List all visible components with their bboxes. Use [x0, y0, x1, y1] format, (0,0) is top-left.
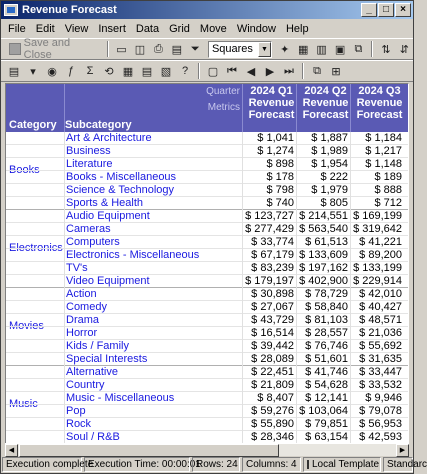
- value-cell[interactable]: $ 39,442: [251, 340, 294, 352]
- table-row: [6, 184, 408, 197]
- subcategory-cell[interactable]: Country: [66, 379, 105, 391]
- graph-style-value: Squares: [211, 43, 253, 55]
- metrics-attribute-label[interactable]: Metrics: [207, 102, 240, 113]
- table-row: [6, 314, 408, 327]
- outline-icon[interactable]: ▧: [160, 65, 172, 78]
- grid-app-icon: [4, 4, 18, 16]
- table-row: [6, 158, 408, 171]
- value-cell[interactable]: $ 123,727: [245, 210, 294, 222]
- template-icon: [307, 460, 309, 469]
- subcategory-cell[interactable]: Science & Technology: [66, 184, 175, 196]
- wizard-icon[interactable]: ✦: [280, 43, 290, 56]
- prev-page-icon[interactable]: ◀: [246, 65, 256, 78]
- minimize-button[interactable]: _: [361, 3, 377, 17]
- value-cell[interactable]: $ 898: [266, 158, 294, 170]
- subcategory-cell[interactable]: Drama: [66, 314, 100, 326]
- help-icon[interactable]: ?: [181, 65, 189, 77]
- report-grid[interactable]: [5, 83, 409, 450]
- value-cell[interactable]: $ 79,851: [305, 418, 348, 430]
- grid-view-icon[interactable]: ▦: [297, 43, 309, 56]
- value-cell[interactable]: $ 79,078: [359, 405, 402, 417]
- value-cell[interactable]: $ 178: [266, 171, 294, 183]
- table-row: [6, 132, 408, 145]
- subcategory-cell[interactable]: Cameras: [66, 223, 111, 235]
- table-row: [6, 327, 408, 340]
- sort-descending-icon[interactable]: ⇵: [399, 43, 409, 56]
- value-cell[interactable]: $ 21,809: [251, 379, 294, 391]
- value-cell[interactable]: $ 229,914: [353, 275, 402, 287]
- table-row: [6, 236, 408, 249]
- value-cell[interactable]: $ 41,746: [305, 366, 348, 378]
- value-cell[interactable]: $ 1,954: [311, 158, 348, 170]
- category-movies[interactable]: Movies: [9, 320, 44, 332]
- value-cell[interactable]: $ 67,179: [251, 249, 294, 261]
- subcategory-cell[interactable]: Books - Miscellaneous: [66, 171, 177, 183]
- pivot-icon[interactable]: ⟲: [104, 65, 114, 78]
- color-icon[interactable]: ◉: [47, 65, 57, 78]
- value-cell[interactable]: $ 28,089: [251, 353, 294, 365]
- value-cell[interactable]: $ 1,184: [365, 132, 402, 144]
- menu-insert[interactable]: Insert: [98, 23, 126, 35]
- value-cell[interactable]: $ 1,887: [311, 132, 348, 144]
- formatting-toolbar: [1, 60, 413, 82]
- value-cell[interactable]: $ 40,427: [359, 301, 402, 313]
- first-page-icon[interactable]: ⏮: [227, 64, 237, 77]
- last-page-icon[interactable]: ⏭: [284, 64, 294, 77]
- value-cell[interactable]: $ 133,609: [299, 249, 348, 261]
- report-icon[interactable]: ▤: [141, 65, 153, 78]
- pages-icon[interactable]: ⧉: [313, 64, 321, 77]
- column-header-1[interactable]: [244, 85, 299, 121]
- value-cell[interactable]: $ 1,041: [257, 132, 294, 144]
- value-cell[interactable]: $ 56,953: [359, 418, 402, 430]
- grid-graph-icon[interactable]: ▣: [334, 43, 346, 56]
- quarter-attribute-label[interactable]: Quarter: [206, 86, 240, 97]
- menu-bar: [1, 20, 413, 38]
- value-cell[interactable]: $ 61,513: [305, 236, 348, 248]
- value-cell[interactable]: $ 319,642: [353, 223, 402, 235]
- table-row: [6, 340, 408, 353]
- status-bar: [1, 457, 427, 473]
- value-cell[interactable]: $ 28,557: [305, 327, 348, 339]
- value-cell[interactable]: $ 43,729: [251, 314, 294, 326]
- scroll-right-icon[interactable]: ▶: [396, 444, 409, 457]
- table-row: [6, 249, 408, 262]
- subcategory-cell[interactable]: Electronics - Miscellaneous: [66, 249, 200, 261]
- row-count: Rows: 24: [192, 457, 240, 472]
- value-cell[interactable]: $ 78,729: [305, 288, 348, 300]
- value-cell[interactable]: $ 798: [266, 184, 294, 196]
- table-row: [6, 405, 408, 418]
- formula-icon[interactable]: ƒ: [67, 65, 75, 77]
- value-cell[interactable]: $ 197,162: [299, 262, 348, 274]
- value-cell[interactable]: $ 63,154: [305, 431, 348, 443]
- export-icon[interactable]: ▤: [171, 43, 182, 56]
- sort-ascending-icon[interactable]: ⇅: [381, 43, 391, 56]
- value-cell[interactable]: $ 42,593: [359, 431, 402, 443]
- column-header-line: Revenue: [302, 97, 349, 109]
- value-cell[interactable]: $ 51,601: [305, 353, 348, 365]
- value-cell[interactable]: $ 103,064: [299, 405, 348, 417]
- execution-status: Execution complete: [2, 457, 82, 472]
- value-cell[interactable]: $ 58,840: [305, 301, 348, 313]
- value-cell[interactable]: $ 33,532: [359, 379, 402, 391]
- column-header-2[interactable]: [298, 85, 353, 121]
- subcategory-cell[interactable]: Horror: [66, 327, 98, 339]
- drill-icon[interactable]: ▦: [122, 65, 134, 78]
- value-cell[interactable]: $ 214,551: [299, 210, 348, 222]
- value-cell[interactable]: $ 22,451: [251, 366, 294, 378]
- standard-indicator: Standarc: [383, 457, 413, 472]
- table-row: [6, 392, 408, 405]
- category-header[interactable]: Category: [9, 119, 57, 131]
- menu-grid[interactable]: Grid: [169, 23, 190, 35]
- value-cell[interactable]: $ 42,010: [359, 288, 402, 300]
- subcategory-cell[interactable]: Sports & Health: [66, 197, 144, 209]
- value-cell[interactable]: $ 48,571: [359, 314, 402, 326]
- value-cell[interactable]: $ 1,274: [257, 145, 294, 157]
- column-header-line: 2024 Q3: [358, 85, 401, 97]
- subcategory-cell[interactable]: Literature: [66, 158, 113, 170]
- value-cell[interactable]: $ 33,774: [251, 236, 294, 248]
- value-cell[interactable]: $ 563,540: [299, 223, 348, 235]
- table-row: [6, 262, 408, 275]
- column-header-line: Forecast: [356, 109, 403, 121]
- value-cell[interactable]: $ 805: [320, 197, 348, 209]
- template-indicator: [303, 457, 381, 472]
- execution-time: Execution Time: 00:00:01: [84, 457, 190, 472]
- column-header-line: Forecast: [248, 109, 295, 121]
- table-row: [6, 379, 408, 392]
- save-and-close-label: Save and Close: [23, 37, 71, 61]
- value-cell[interactable]: $ 9,946: [365, 392, 402, 404]
- value-cell[interactable]: $ 33,447: [359, 366, 402, 378]
- value-cell[interactable]: $ 1,148: [365, 158, 402, 170]
- table-row: [6, 301, 408, 314]
- subcategory-header[interactable]: Subcategory: [65, 119, 132, 131]
- table-row: [6, 210, 408, 223]
- value-cell[interactable]: $ 41,221: [359, 236, 402, 248]
- value-cell[interactable]: $ 16,514: [251, 327, 294, 339]
- value-cell[interactable]: $ 277,429: [245, 223, 294, 235]
- value-cell[interactable]: $ 1,989: [311, 145, 348, 157]
- format-icon[interactable]: ▤: [8, 65, 20, 78]
- column-header-3[interactable]: [352, 85, 407, 121]
- horizontal-scrollbar[interactable]: [5, 443, 409, 456]
- value-cell[interactable]: $ 31,635: [359, 353, 402, 365]
- template-label: Local Template: [312, 459, 380, 470]
- value-cell[interactable]: $ 888: [374, 184, 402, 196]
- value-cell[interactable]: $ 83,239: [251, 262, 294, 274]
- maximize-button[interactable]: □: [378, 3, 394, 17]
- value-cell[interactable]: $ 8,407: [257, 392, 294, 404]
- close-button[interactable]: ×: [395, 3, 411, 17]
- menu-view[interactable]: View: [64, 23, 89, 35]
- value-cell[interactable]: $ 54,628: [305, 379, 348, 391]
- field-list-icon[interactable]: ▾: [30, 65, 36, 78]
- menu-move[interactable]: Move: [199, 23, 227, 35]
- subcategory-cell[interactable]: Music - Miscellaneous: [66, 392, 175, 404]
- subcategory-cell[interactable]: Special Interests: [66, 353, 148, 365]
- subcategory-cell[interactable]: Pop: [66, 405, 86, 417]
- value-cell[interactable]: $ 740: [266, 197, 294, 209]
- zoom-icon[interactable]: ⊞: [331, 65, 341, 78]
- value-cell[interactable]: $ 189: [374, 171, 402, 183]
- value-cell[interactable]: $ 1,217: [365, 145, 402, 157]
- value-cell[interactable]: $ 712: [374, 197, 402, 209]
- subcategory-cell[interactable]: Alternative: [66, 366, 118, 378]
- subcategory-cell[interactable]: Soul / R&B: [66, 431, 120, 443]
- value-cell[interactable]: $ 27,067: [251, 301, 294, 313]
- table-row: [6, 223, 408, 236]
- value-cell[interactable]: $ 12,141: [305, 392, 348, 404]
- next-page-icon[interactable]: ▶: [265, 65, 275, 78]
- print-icon[interactable]: ⎙: [153, 42, 163, 55]
- save-and-close-button[interactable]: [5, 37, 103, 61]
- value-cell[interactable]: $ 402,900: [299, 275, 348, 287]
- title-bar: [1, 1, 413, 19]
- menu-help[interactable]: Help: [285, 23, 309, 35]
- table-row: [6, 418, 408, 431]
- scroll-thumb[interactable]: [19, 444, 279, 457]
- value-cell[interactable]: $ 89,200: [359, 249, 402, 261]
- value-cell[interactable]: $ 1,979: [311, 184, 348, 196]
- grid-header: [6, 84, 408, 132]
- menu-edit[interactable]: Edit: [35, 23, 55, 35]
- column-header-line: Revenue: [248, 97, 295, 109]
- new-document-icon[interactable]: ▭: [116, 43, 127, 56]
- value-cell[interactable]: $ 169,199: [353, 210, 402, 222]
- menu-data[interactable]: Data: [135, 23, 160, 35]
- category-electronics[interactable]: Electronics: [9, 242, 63, 254]
- value-cell[interactable]: $ 55,692: [359, 340, 402, 352]
- table-row: [6, 145, 408, 158]
- menu-file[interactable]: File: [8, 23, 26, 35]
- page-icon[interactable]: ▢: [207, 65, 219, 78]
- subcategory-cell[interactable]: Business: [66, 145, 111, 157]
- floppy-icon: [9, 43, 21, 55]
- scroll-left-icon[interactable]: ◀: [5, 444, 18, 457]
- value-cell[interactable]: $ 28,346: [251, 431, 294, 443]
- value-cell[interactable]: $ 55,890: [251, 418, 294, 430]
- value-cell[interactable]: $ 76,746: [305, 340, 348, 352]
- value-cell[interactable]: $ 133,199: [353, 262, 402, 274]
- value-cell[interactable]: $ 21,036: [359, 327, 402, 339]
- value-cell[interactable]: $ 222: [320, 171, 348, 183]
- subcategory-cell[interactable]: Audio Equipment: [66, 210, 150, 222]
- menu-window[interactable]: Window: [236, 23, 276, 35]
- subcategory-cell[interactable]: Rock: [66, 418, 92, 430]
- value-cell[interactable]: $ 179,197: [245, 275, 294, 287]
- subcategory-cell[interactable]: Video Equipment: [66, 275, 150, 287]
- value-cell[interactable]: $ 81,103: [305, 314, 348, 326]
- column-count: Columns: 4: [242, 457, 301, 472]
- filter-icon[interactable]: ⏷: [190, 42, 200, 55]
- value-cell[interactable]: $ 30,898: [251, 288, 294, 300]
- column-header-line: 2024 Q2: [304, 85, 347, 97]
- table-row: [6, 171, 408, 184]
- graph-style-select[interactable]: [208, 41, 272, 58]
- standard-toolbar: [1, 38, 413, 60]
- print-preview-icon[interactable]: ◫: [134, 43, 146, 56]
- category-books[interactable]: Books: [9, 164, 40, 176]
- subtotals-icon[interactable]: Σ: [86, 65, 94, 77]
- subcategory-cell[interactable]: Computers: [66, 236, 120, 248]
- properties-icon[interactable]: ⧉: [354, 42, 363, 55]
- value-cell[interactable]: $ 59,276: [251, 405, 294, 417]
- subcategory-cell[interactable]: Art & Architecture: [66, 132, 152, 144]
- column-header-line: Revenue: [356, 97, 403, 109]
- table-row: [6, 366, 408, 379]
- subcategory-cell[interactable]: TV's: [66, 262, 88, 274]
- table-row: [6, 288, 408, 301]
- subcategory-cell[interactable]: Kids / Family: [66, 340, 129, 352]
- subcategory-cell[interactable]: Action: [66, 288, 97, 300]
- subcategory-cell[interactable]: Comedy: [66, 301, 107, 313]
- graph-view-icon[interactable]: ▥: [316, 43, 327, 56]
- column-header-line: Forecast: [302, 109, 349, 121]
- chevron-down-icon: ▼: [258, 42, 271, 57]
- column-header-line: 2024 Q1: [250, 85, 293, 97]
- window-title: Revenue Forecast: [22, 4, 117, 16]
- category-music[interactable]: Music: [9, 398, 38, 410]
